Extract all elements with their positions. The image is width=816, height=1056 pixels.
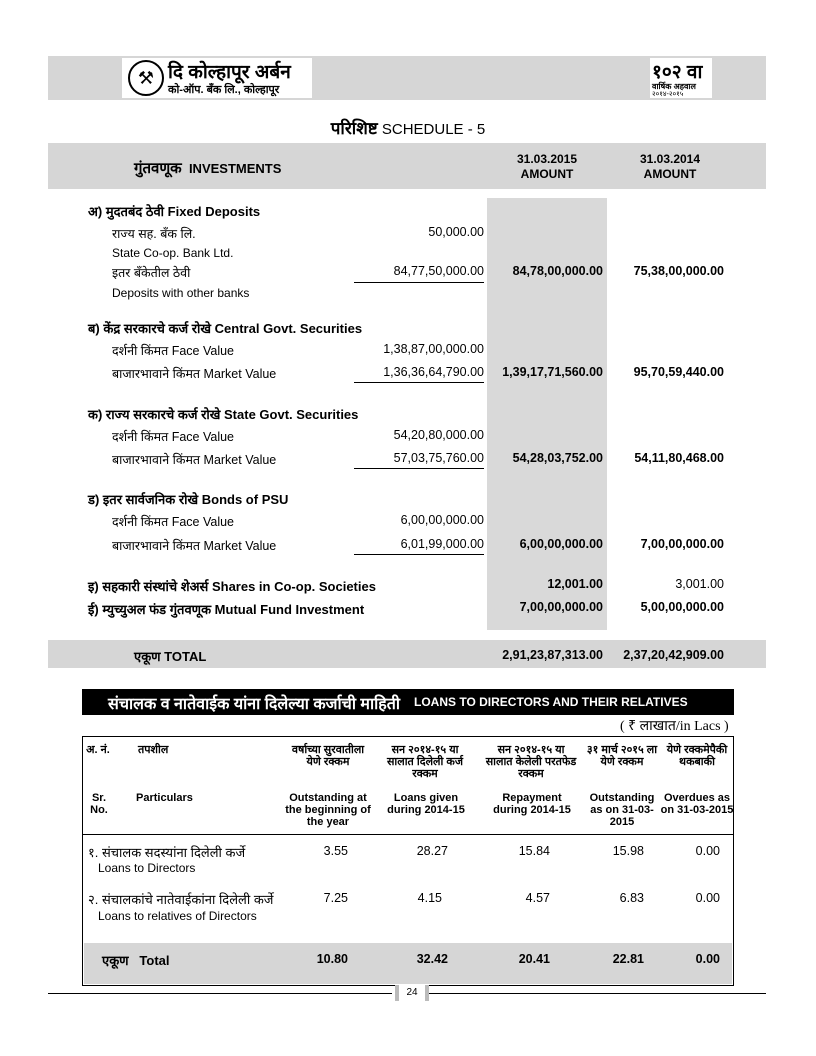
sg-2014: 54,11,80,468.00	[634, 451, 724, 465]
loans-row2-col4: 6.83	[619, 891, 644, 905]
fd-underline	[354, 282, 484, 283]
cg-underline	[354, 382, 484, 383]
mf-2014: 5,00,00,000.00	[640, 600, 724, 614]
loans-h-col4-en: Outstanding as on 31-03-2015	[589, 792, 655, 828]
cg-2014: 95,70,59,440.00	[633, 365, 724, 379]
loans-h-col3-mr: सन २०१४-१५ या सालात केलेली परतफेड रक्कम	[485, 744, 577, 780]
schedule-title	[0, 116, 816, 139]
col-2014-header	[620, 152, 720, 182]
fd-item2-label-en: Deposits with other banks	[112, 286, 250, 300]
sg-face-value: 54,20,80,000.00	[393, 428, 484, 442]
loans-h-col2-mr: सन २०१४-१५ या सालात दिलेली कर्ज रक्कम	[386, 744, 464, 780]
col-2015-label: AMOUNT	[520, 167, 574, 181]
fd-2015: 84,78,00,000.00	[512, 264, 603, 278]
shares-2014: 3,001.00	[675, 577, 724, 591]
bank-name: दि कोल्हापूर अर्बन	[168, 62, 291, 83]
loans-h-particulars-mr: तपशील	[138, 744, 169, 756]
shares-2015: 12,001.00	[547, 577, 603, 591]
footer-rule-left	[48, 993, 392, 994]
loans-h-col2-en: Loans given during 2014-15	[387, 792, 465, 816]
footer-rule-right	[426, 993, 766, 994]
loans-row1-col2: 28.27	[416, 844, 448, 858]
loans-total-col5: 0.00	[695, 952, 720, 966]
loans-h-col1-mr: वर्षाच्या सुरवातीला येणे रक्कम	[291, 744, 365, 768]
loans-units: ( ₹ लाखात/in Lacs )	[620, 719, 729, 734]
investments-total-2014: 2,37,20,42,909.00	[623, 648, 724, 662]
loans-row1-label-mr: १. संचालक सदस्यांना दिलेली कर्जे	[88, 845, 246, 860]
loans-total-label	[102, 951, 170, 969]
fd-item1-label-en: State Co-op. Bank Ltd.	[112, 246, 234, 260]
mf-2015: 7,00,00,000.00	[519, 600, 603, 614]
loans-header-separator	[82, 834, 734, 835]
loans-total-col1: 10.80	[316, 952, 348, 966]
loans-total-col2: 32.42	[416, 952, 448, 966]
loans-row1-col1: 3.55	[323, 844, 348, 858]
psu-face-value: 6,00,00,000.00	[400, 513, 484, 527]
psu-2014: 7,00,00,000.00	[640, 537, 724, 551]
fd-2014: 75,38,00,000.00	[633, 264, 724, 278]
loans-total-col3: 20.41	[518, 952, 550, 966]
schedule-title-en: SCHEDULE - 5	[381, 121, 486, 138]
loans-total-label-en: Total	[139, 953, 170, 968]
loans-row1-col3: 15.84	[518, 844, 550, 858]
amount-2015-column-shade	[487, 198, 607, 630]
loans-h-col4-mr: ३१ मार्च २०१५ ला येणे रक्कम	[586, 744, 658, 768]
mf-title: ई) म्युच्युअल फंड गुंतवणूक Mutual Fund Investment	[88, 602, 365, 617]
shares-title: इ) सहकारी संस्थांचे शेअर्स Shares in Co-op. Societies	[88, 579, 376, 594]
cg-market-label: बाजारभावाने किंमत Market Value	[112, 367, 277, 381]
psu-face-label: दर्शनी किंमत Face Value	[112, 515, 235, 529]
sg-title: क) राज्य सरकारचे कर्ज रोखे State Govt. Securities	[88, 407, 359, 422]
sg-face-label: दर्शनी किंमत Face Value	[112, 430, 235, 444]
report-type: वार्षिक अहवाल	[652, 82, 696, 91]
page-number: 24	[395, 985, 429, 1001]
psu-title: ड) इतर सार्वजनिक रोखे Bonds of PSU	[88, 492, 289, 507]
psu-2015: 6,00,00,000.00	[519, 537, 603, 551]
loans-title-mr: संचालक व नातेवाईक यांना दिलेल्या कर्जाची माहिती	[108, 696, 401, 713]
fd-title: अ) मुदतबंद ठेवी Fixed Deposits	[88, 204, 261, 219]
loans-row2-col1: 7.25	[323, 891, 348, 905]
psu-underline	[354, 554, 484, 555]
loans-h-sr-en: Sr. No.	[90, 792, 108, 816]
fd-item1-value: 50,000.00	[428, 225, 484, 239]
loans-title-en: LOANS TO DIRECTORS AND THEIR RELATIVES	[414, 695, 688, 709]
col-2014-date: 31.03.2014	[639, 152, 701, 166]
loans-row1-label-en: Loans to Directors	[98, 861, 196, 875]
col-2014-label: AMOUNT	[643, 167, 697, 181]
loans-total-col4: 22.81	[612, 952, 644, 966]
sg-2015: 54,28,03,752.00	[512, 451, 603, 465]
loans-row1-col5: 0.00	[695, 844, 720, 858]
investments-heading-en: INVESTMENTS	[188, 161, 282, 176]
loans-row2-col3: 4.57	[525, 891, 550, 905]
cg-title: ब) केंद्र सरकारचे कर्ज रोखे Central Govt. Securities	[88, 321, 363, 336]
loans-h-col1-en: Outstanding at the beginning of the year	[285, 792, 371, 828]
col-2015-header	[497, 152, 597, 182]
cg-2015: 1,39,17,71,560.00	[502, 365, 603, 379]
col-2015-date: 31.03.2015	[516, 152, 578, 166]
sg-underline	[354, 468, 484, 469]
investments-total-label: एकूण TOTAL	[134, 649, 207, 664]
schedule-title-mr: परिशिष्ट	[330, 119, 378, 138]
cg-market-value: 1,36,36,64,790.00	[383, 365, 484, 379]
loans-row2-col5: 0.00	[695, 891, 720, 905]
loans-h-particulars-en: Particulars	[136, 792, 193, 804]
loans-h-sr-mr: अ. नं.	[86, 744, 110, 756]
report-year: २०१४-२०१५	[652, 91, 684, 98]
loans-row2-col2: 4.15	[417, 891, 442, 905]
fd-item2-value: 84,77,50,000.00	[393, 264, 484, 278]
loans-h-col5-en: Overdues as on 31-03-2015	[660, 792, 734, 816]
bank-subtitle: को-ऑप. बँक लि., कोल्हापूर	[168, 84, 280, 96]
bank-logo-icon: ⚒	[128, 60, 164, 96]
report-number: १०२ वा	[652, 62, 703, 83]
psu-market-value: 6,01,99,000.00	[400, 537, 484, 551]
loans-h-col5-mr: येणे रक्कमेपैकी थकबाकी	[666, 744, 728, 768]
loans-h-col3-en: Repayment during 2014-15	[493, 792, 571, 816]
investments-total-2015: 2,91,23,87,313.00	[502, 648, 603, 662]
fd-item1-label: राज्य सह. बँक लि.	[112, 227, 196, 241]
investments-heading-mr: गुंतवणूक	[134, 160, 182, 177]
psu-market-label: बाजारभावाने किंमत Market Value	[112, 539, 277, 553]
investments-heading	[134, 158, 281, 178]
loans-row2-label-mr: २. संचालकांचे नातेवाईकांना दिलेली कर्जे	[88, 892, 274, 907]
loans-title-bar	[82, 689, 734, 715]
loans-row1-col4: 15.98	[612, 844, 644, 858]
cg-face-value: 1,38,87,00,000.00	[383, 342, 484, 356]
loans-total-label-mr: एकूण	[102, 953, 129, 968]
loans-row2-label-en: Loans to relatives of Directors	[98, 909, 257, 923]
sg-market-value: 57,03,75,760.00	[393, 451, 484, 465]
sg-market-label: बाजारभावाने किंमत Market Value	[112, 453, 277, 467]
fd-item2-label: इतर बँकेतील ठेवी	[112, 266, 191, 280]
cg-face-label: दर्शनी किंमत Face Value	[112, 344, 235, 358]
